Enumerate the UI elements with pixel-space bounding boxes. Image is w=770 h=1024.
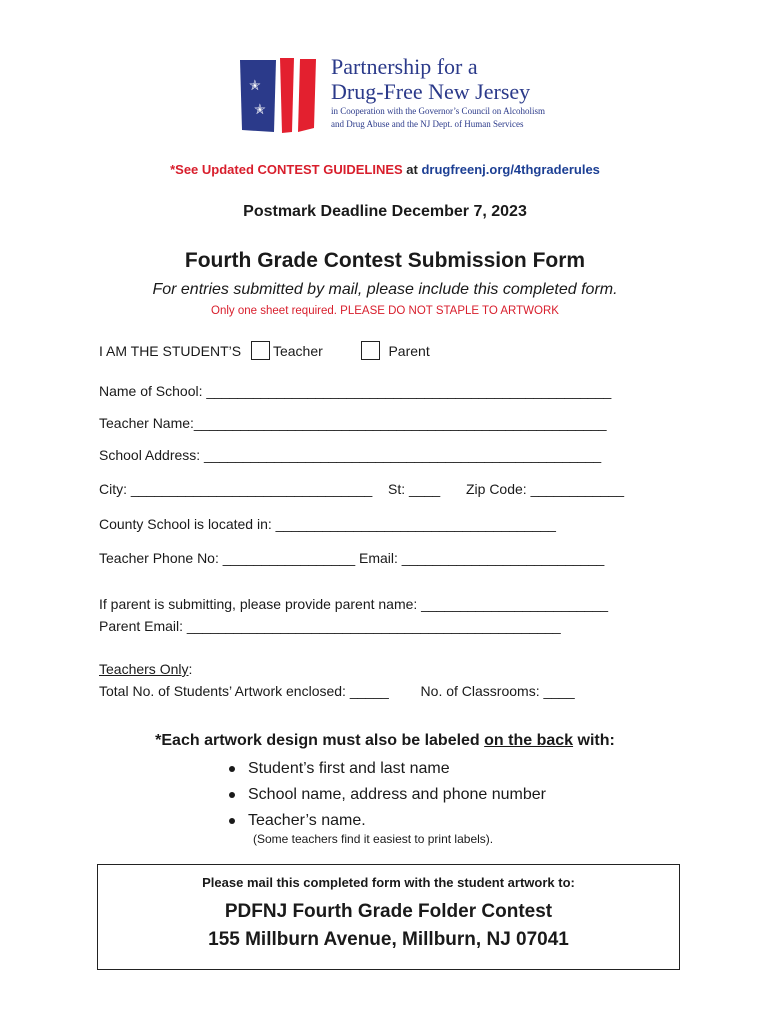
artwork-lead: *Each artwork design must also be labeled [155,732,485,749]
flag-logo-icon [238,56,320,134]
list-item: Student’s first and last name [226,756,546,782]
svg-text:✭: ✭ [249,78,261,94]
school-address-field[interactable]: School Address: ___________________________________________________ [99,447,602,463]
parent-label: Parent [388,343,430,359]
county-field[interactable]: County School is located in: ____________________________________ [99,516,556,532]
form-title: Fourth Grade Contest Submission Form [184,249,586,272]
email-field[interactable]: Email: __________________________ [359,550,605,566]
state-field[interactable]: St: ____ [388,481,441,497]
mailing-address-line1: PDFNJ Fourth Grade Folder Contest [224,901,553,922]
parent-name-field[interactable]: If parent is submitting, please provide parent name: ________________________ [99,596,609,612]
staple-note: Only one sheet required. PLEASE DO NOT STAPLE TO ARTWORK [211,305,559,317]
role-selection-row [99,341,430,360]
total-students-field[interactable]: Total No. of Students’ Artwork enclosed: _____ [99,683,389,699]
labels-note: (Some teachers find it easiest to print labels). [253,832,494,846]
logo-subtitle-line2: and Drug Abuse and the NJ Dept. of Human Services [331,119,524,129]
artwork-label-list [226,756,546,834]
artwork-label-instruction [0,732,770,750]
list-item: School name, address and phone number [226,782,546,808]
guidelines-link[interactable]: drugfreenj.org/4thgraderules [421,162,600,177]
logo-title-line2: Drug-Free New Jersey [331,79,531,104]
school-name-field[interactable]: Name of School: ____________________________________________________ [99,383,612,399]
city-row [99,481,624,497]
parent-checkbox[interactable] [361,341,380,360]
zip-field[interactable]: Zip Code: ____________ [465,481,625,497]
mail-note: For entries submitted by mail, please include this completed form. [152,281,618,298]
contest-guidelines-notice [0,162,770,177]
phone-email-row [99,550,604,566]
guidelines-label: *See Updated CONTEST GUIDELINES [170,162,403,177]
artwork-lead-end: with: [573,732,615,749]
teachers-only-colon: : [188,661,193,677]
mailing-address-box [97,864,680,970]
role-prefix: I AM THE STUDENT’S [99,343,242,359]
teacher-label: Teacher [272,343,323,359]
mailing-instruction: Please mail this completed form with the student artwork to: [202,875,575,890]
list-item: Teacher’s name. [226,808,546,834]
logo-subtitle-line1: in Cooperation with the Governor’s Council on Alcoholism [331,106,546,116]
logo-text [331,54,591,130]
teacher-checkbox[interactable] [251,341,270,360]
logo-title-line1: Partnership for a [331,54,478,79]
city-field[interactable]: City: _______________________________ [99,481,373,497]
mailing-address-line2: 155 Millburn Avenue, Millburn, NJ 07041 [208,929,569,950]
teachers-only-label: Teachers Only [99,661,189,677]
artwork-lead-underlined: on the back [484,732,574,749]
classrooms-field[interactable]: No. of Classrooms: ____ [420,683,575,699]
guidelines-at: at [402,162,422,177]
artwork-count-row [99,683,575,699]
teacher-phone-field[interactable]: Teacher Phone No: _________________ [99,550,356,566]
svg-text:✭: ✭ [254,102,266,118]
postmark-deadline: Postmark Deadline December 7, 2023 [243,203,527,220]
logo [238,56,558,136]
teacher-name-field[interactable]: Teacher Name:_____________________________________________________ [99,415,607,431]
teachers-only-heading [99,661,192,677]
parent-email-field[interactable]: Parent Email: ________________________________________________ [99,618,561,634]
